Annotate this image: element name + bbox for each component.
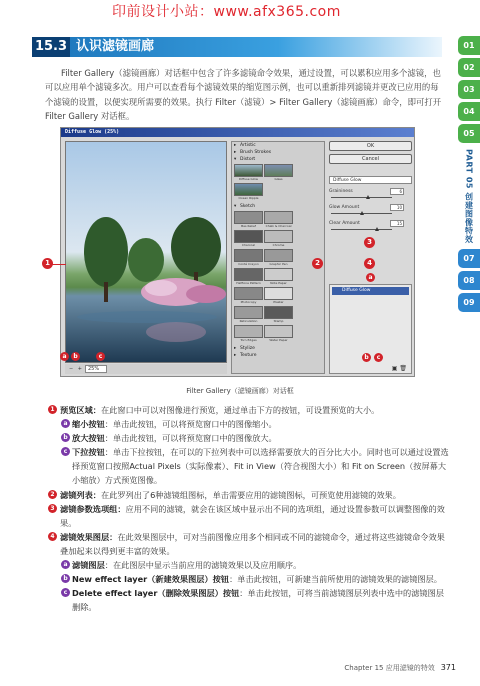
desc-item-4 bbox=[50, 530, 450, 558]
filter-thumb[interactable]: Bas Relief bbox=[234, 211, 263, 228]
param-label: Glow Amount bbox=[329, 205, 360, 210]
callout-marker-4c: c bbox=[374, 353, 383, 362]
zoom-in-button[interactable]: + bbox=[77, 366, 82, 372]
filter-thumb[interactable]: Charcoal bbox=[234, 230, 263, 247]
filter-thumb[interactable]: Chalk & Charcoal bbox=[264, 211, 293, 228]
item-term: 滤镜效果图层： bbox=[60, 531, 118, 542]
item-term: 滤镜图层 bbox=[72, 560, 105, 571]
item-text: 在此罗列出了6种滤镜组图标，单击需要应用的滤镜图标，可预览使用滤镜的效果。 bbox=[100, 489, 401, 500]
item-text: 应用不同的滤镜，就会在该区域中显示出不同的选项组，通过设置参数可以调整图像的效果。 bbox=[60, 503, 445, 528]
section-header bbox=[32, 37, 442, 57]
chapter-tab-07[interactable]: 07 bbox=[458, 249, 480, 268]
description-list bbox=[50, 403, 450, 614]
item-badge: 3 bbox=[48, 504, 57, 513]
page-footer bbox=[344, 663, 456, 673]
item-term: Delete effect layer（删除效果图层）按钮 bbox=[72, 588, 240, 599]
chapter-tab-02[interactable]: 02 bbox=[458, 58, 480, 77]
item-badge: b bbox=[61, 433, 70, 442]
intro-paragraph: Filter Gallery（滤镜画廊）对话框中包含了许多滤镜命令效果，通过设置，可以累积应用多个滤镜，也可以应用单个滤镜多次。用户可以查看每个滤镜效果的缩览图示例，也可以重新排列滤镜并更改已应用的每个滤镜的设置，以便实现所需要的效果。执行 Filter（滤镜）> Filter Gallery（滤镜画廊）命令，即可打开 Filter Gallery 对话框。 bbox=[45, 68, 442, 122]
chapter-tab-05[interactable]: 05 bbox=[458, 124, 480, 143]
filter-select[interactable]: Diffuse Glow bbox=[329, 176, 412, 184]
item-text: ：单击此按钮，可以将预览窗口中的图像缩小。 bbox=[104, 419, 277, 430]
callout-marker-3: 3 bbox=[364, 237, 375, 248]
item-term: 缩小按钮 bbox=[72, 419, 105, 430]
preview-zoom-bar bbox=[65, 364, 227, 374]
desc-item-4b bbox=[50, 572, 450, 586]
section-title: 认识滤镜画廊 bbox=[76, 39, 155, 54]
filter-thumb[interactable]: Conté Crayon bbox=[234, 249, 263, 266]
desc-item-2 bbox=[50, 488, 450, 502]
item-badge: c bbox=[61, 447, 70, 456]
ok-button[interactable]: OK bbox=[329, 141, 412, 151]
cancel-button[interactable]: Cancel bbox=[329, 154, 412, 164]
item-term: 滤镜参数选项组： bbox=[60, 503, 126, 514]
callout-marker-1: 1 bbox=[42, 258, 53, 269]
new-effect-layer-icon[interactable]: ▣ bbox=[391, 365, 398, 372]
filter-thumb[interactable]: Stamp bbox=[264, 306, 293, 323]
filter-list bbox=[231, 141, 325, 374]
item-text: ：单击此按钮，可以将预览窗口中的图像放大。 bbox=[104, 433, 277, 444]
param-label: Clear Amount bbox=[329, 221, 360, 226]
preview-area bbox=[65, 141, 227, 363]
param-clear-amount bbox=[329, 221, 412, 232]
chapter-tabs bbox=[458, 36, 480, 315]
landscape-illustration bbox=[66, 142, 227, 363]
filter-thumb[interactable]: Torn Edges bbox=[234, 325, 263, 342]
filter-thumb[interactable]: Halftone Pattern bbox=[234, 268, 263, 285]
item-text: ：在此图层中显示当前应用的滤镜效果以及应用顺序。 bbox=[104, 560, 302, 571]
callout-marker-4a: a bbox=[366, 273, 375, 282]
item-term: 预览区域： bbox=[60, 405, 101, 415]
item-text: ：单击此按钮，可新建当前所使用的滤镜效果的滤镜图层。 bbox=[229, 574, 442, 585]
item-badge: 4 bbox=[48, 532, 57, 541]
filter-gallery-dialog bbox=[60, 127, 415, 377]
param-graininess bbox=[329, 189, 412, 200]
callout-marker-4: 4 bbox=[364, 258, 375, 269]
filter-thumb[interactable]: Reticulation bbox=[234, 306, 263, 323]
filter-thumb[interactable]: Chrome bbox=[264, 230, 293, 247]
param-label: Graininess bbox=[329, 189, 353, 194]
desc-item-1a bbox=[50, 417, 450, 431]
callout-marker-4b: b bbox=[362, 353, 371, 362]
chapter-tab-04[interactable]: 04 bbox=[458, 102, 480, 121]
chapter-tab-08[interactable]: 08 bbox=[458, 271, 480, 290]
desc-item-4a bbox=[50, 558, 450, 572]
effect-layer-item[interactable]: Diffuse Glow bbox=[332, 287, 409, 295]
item-term: New effect layer（新建效果图层）按钮 bbox=[72, 574, 230, 585]
chapter-tab-01[interactable]: 01 bbox=[458, 36, 480, 55]
item-badge: 1 bbox=[48, 405, 57, 414]
filter-folder[interactable]: ▾ Distort bbox=[232, 156, 324, 163]
desc-item-1b bbox=[50, 431, 450, 445]
filter-folder[interactable]: ▸ Stylize bbox=[232, 345, 324, 352]
section-number: 15.3 bbox=[32, 37, 70, 57]
chapter-label: Chapter 15 应用滤镜的特效 bbox=[344, 664, 435, 672]
item-text: 在此效果图层中，可对当前图像应用多个相同或不同的滤镜命令，通过将这些滤镜命令效果叠加起来以得到更丰富的效果。 bbox=[60, 531, 445, 556]
filter-thumb[interactable]: Diffuse Glow bbox=[234, 164, 263, 181]
item-term: 下拉按钮 bbox=[72, 447, 105, 458]
figure-caption: Filter Gallery（滤镜画廊）对话框 bbox=[186, 387, 294, 395]
zoom-out-button[interactable]: − bbox=[69, 366, 74, 372]
param-slider-track[interactable] bbox=[331, 197, 392, 198]
callout-marker-1a: a bbox=[60, 352, 69, 361]
filter-folder[interactable]: ▸ Brush Strokes bbox=[232, 149, 324, 156]
item-badge: a bbox=[61, 560, 70, 569]
item-text: ：单击下拉按钮，在可以的下拉列表中可以选择需要放大的百分比大小。同时也可以通过设置选择预览窗口按照Actual Pixels（实际像素）、Fit in View（符合视图大小）和 Fit on Screen（按屏幕大小缩放）方式预览图像。 bbox=[72, 447, 449, 486]
filter-thumb[interactable]: Photocopy bbox=[234, 287, 263, 304]
desc-item-1 bbox=[50, 403, 450, 417]
param-value[interactable]: 6 bbox=[390, 188, 404, 195]
param-slider-knob[interactable] bbox=[375, 227, 379, 231]
filter-thumbs-sketch bbox=[232, 210, 324, 345]
filter-folder[interactable]: ▸ Texture bbox=[232, 352, 324, 359]
filter-thumb[interactable]: Glass bbox=[264, 164, 293, 181]
zoom-dropdown[interactable]: 25% bbox=[85, 365, 107, 373]
callout-marker-1b: b bbox=[71, 352, 80, 361]
callout-marker-1c: c bbox=[96, 352, 105, 361]
item-badge: c bbox=[61, 588, 70, 597]
filter-thumb[interactable]: Plaster bbox=[264, 287, 293, 304]
filter-thumb[interactable]: Note Paper bbox=[264, 268, 293, 285]
desc-item-4c bbox=[50, 586, 450, 614]
layer-buttons bbox=[392, 365, 407, 372]
effect-layers-panel bbox=[329, 284, 412, 374]
param-slider-knob[interactable] bbox=[366, 195, 370, 199]
desc-item-1c bbox=[50, 445, 450, 487]
filter-thumbs-distort bbox=[232, 163, 324, 203]
filter-folder[interactable]: ▾ Sketch bbox=[232, 203, 324, 210]
item-term: 滤镜列表： bbox=[60, 489, 101, 500]
part-label: PART 05 创建图像特效 bbox=[464, 148, 474, 244]
param-value[interactable]: 15 bbox=[390, 220, 404, 227]
item-badge: a bbox=[61, 419, 70, 428]
chapter-tab-09[interactable]: 09 bbox=[458, 293, 480, 312]
param-slider-knob[interactable] bbox=[360, 211, 364, 215]
dialog-title: Diffuse Glow (25%) bbox=[61, 128, 414, 137]
param-slider-track[interactable] bbox=[331, 229, 392, 230]
item-term: 放大按钮 bbox=[72, 433, 105, 444]
desc-item-3 bbox=[50, 502, 450, 530]
page-number: 371 bbox=[440, 663, 456, 672]
item-badge: 2 bbox=[48, 490, 57, 499]
item-text: 在此窗口中可以对图像进行预览，通过单击下方的按钮，可设置预览的大小。 bbox=[100, 405, 380, 415]
item-text: ：单击此按钮，可将当前滤镜图层列表中选中的滤镜图层删除。 bbox=[72, 588, 444, 613]
filter-thumb[interactable]: Water Paper bbox=[264, 325, 293, 342]
chapter-tab-03[interactable]: 03 bbox=[458, 80, 480, 99]
param-value[interactable]: 10 bbox=[390, 204, 404, 211]
delete-effect-layer-icon[interactable]: 🗑 bbox=[399, 365, 407, 372]
filter-thumb[interactable]: Ocean Ripple bbox=[234, 183, 263, 200]
item-badge: b bbox=[61, 574, 70, 583]
filter-folder[interactable]: ▸ Artistic bbox=[232, 142, 324, 149]
param-glow-amount bbox=[329, 205, 412, 216]
filter-thumb[interactable]: Graphic Pen bbox=[264, 249, 293, 266]
callout-marker-2: 2 bbox=[312, 258, 323, 269]
watermark: 印前设计小站：www.afx365.com bbox=[112, 4, 341, 20]
